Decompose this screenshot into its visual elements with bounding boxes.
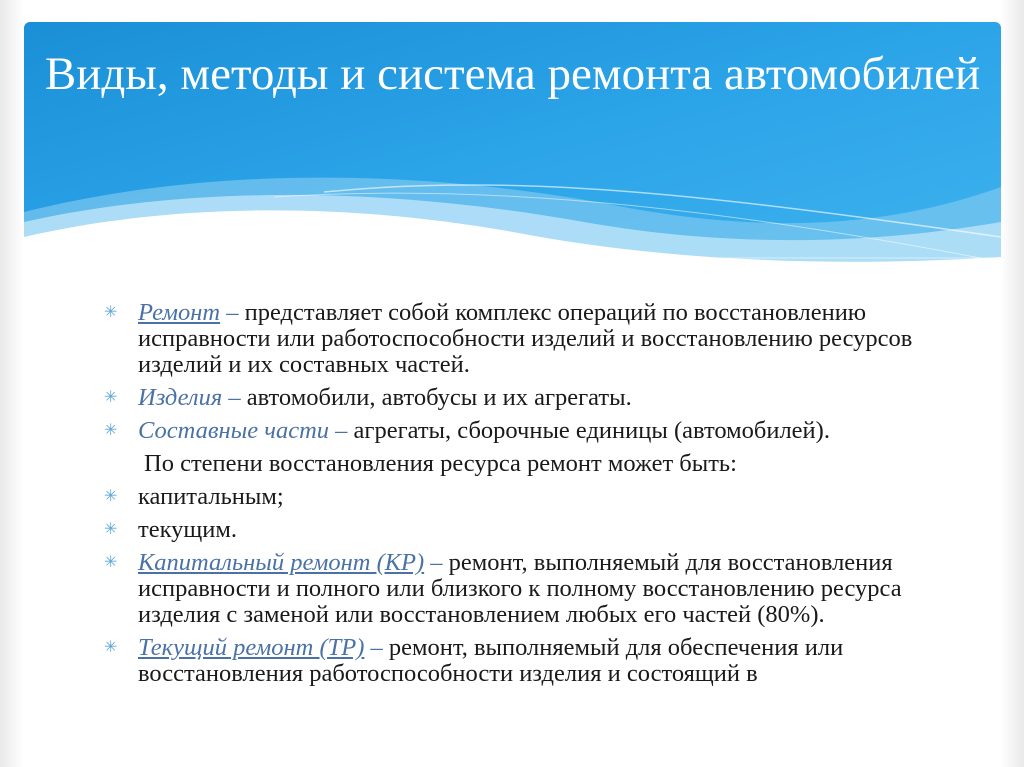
right-edge-shadow bbox=[1000, 0, 1024, 767]
bullet-item-components bbox=[104, 418, 934, 444]
item-text: автомобили, автобусы и их агрегаты. bbox=[246, 384, 632, 411]
intro-line: По степени восстановления ресурса ремонт может быть: bbox=[144, 450, 737, 477]
content-body bbox=[104, 300, 934, 694]
term-label: Ремонт bbox=[138, 299, 221, 326]
term-label: Текущий ремонт (ТР) bbox=[138, 634, 365, 661]
item-text: представляет собой комплекс операций по восстановлению исправности или работоспособности изделий и восстановлению ресурсов изделий и их составных частей. bbox=[138, 299, 913, 378]
item-text: капитальным; bbox=[138, 483, 284, 510]
dash: – bbox=[329, 417, 354, 444]
bullet-item-repair bbox=[104, 300, 934, 378]
item-text: агрегаты, сборочные единицы (автомобилей). bbox=[353, 417, 830, 444]
sparkle-bullet-icon: ✳ bbox=[104, 639, 118, 656]
term-label: Капитальный ремонт (КР) bbox=[138, 549, 425, 576]
sparkle-bullet-icon: ✳ bbox=[104, 389, 118, 406]
bullet-item-capital-repair bbox=[104, 550, 934, 628]
term-label: Изделия bbox=[138, 384, 223, 411]
sparkle-bullet-icon: ✳ bbox=[104, 422, 118, 439]
left-edge-shadow bbox=[0, 0, 24, 767]
dash: – bbox=[222, 384, 247, 411]
item-text: ремонт, выполняемый для обеспечения или восстановления работоспособности изделия и состоящий в bbox=[138, 634, 844, 687]
slide-title: Виды, методы и система ремонта автомобилей bbox=[44, 48, 981, 100]
item-text: ремонт, выполняемый для восстановления исправности и полного или близкого к полному восстановлению ресурса изделия с заменой или восстановлением любых его частей (80%). bbox=[138, 549, 902, 628]
bullet-item-current-repair bbox=[104, 635, 934, 687]
term-label: Составные части bbox=[138, 417, 330, 444]
sparkle-bullet-icon: ✳ bbox=[104, 304, 118, 321]
dash: – bbox=[364, 634, 389, 661]
dash: – bbox=[424, 549, 449, 576]
sparkle-bullet-icon: ✳ bbox=[104, 554, 118, 571]
bullet-item-current bbox=[104, 517, 934, 543]
sparkle-bullet-icon: ✳ bbox=[104, 521, 118, 538]
item-text: текущим. bbox=[138, 516, 237, 543]
sparkle-bullet-icon: ✳ bbox=[104, 488, 118, 505]
bullet-item-products bbox=[104, 385, 934, 411]
dash: – bbox=[220, 299, 245, 326]
bullet-item-capital bbox=[104, 484, 934, 510]
